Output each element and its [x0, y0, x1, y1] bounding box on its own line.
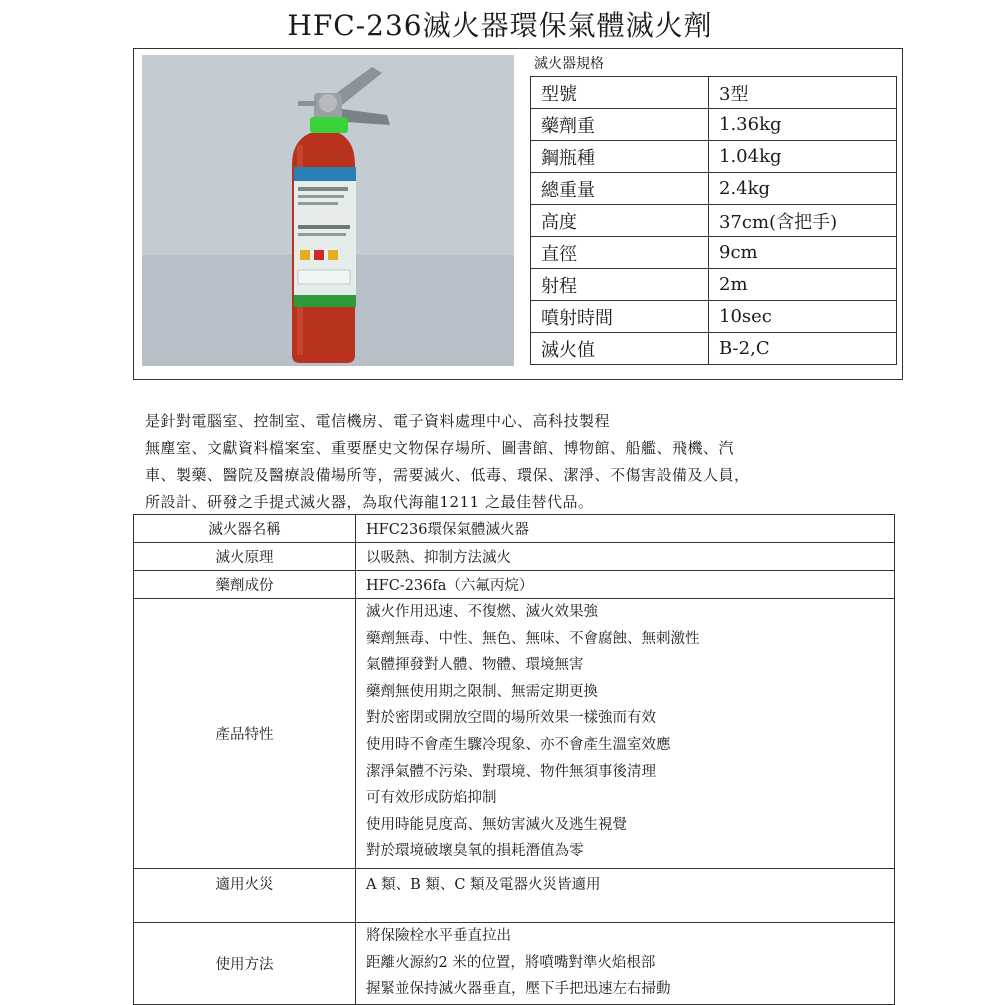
fire-value: A 類、B 類、C 類及電器火災皆適用	[356, 869, 895, 923]
spec-value: B-2,C	[709, 333, 897, 365]
feature-item: 使用時能見度高、無妨害滅火及逃生視覺	[366, 816, 627, 833]
spec-value: 37cm(含把手)	[709, 205, 897, 237]
spec-value: 2.4kg	[709, 173, 897, 205]
intro-line: 所設計、研發之手提式滅火器，為取代海龍1211 之最佳替代品。	[145, 493, 594, 511]
name-label: 滅火器名稱	[134, 515, 356, 543]
agent-value: HFC-236fa（六氟丙烷）	[356, 571, 895, 599]
feature-item: 可有效形成防焰抑制	[366, 790, 497, 807]
usage-step: 握緊並保持滅火器垂直，壓下手把迅速左右掃動	[366, 981, 671, 998]
spec-key: 高度	[531, 205, 709, 237]
table-row	[531, 173, 897, 205]
table-row	[134, 515, 895, 543]
usage-list	[356, 923, 895, 1005]
table-row	[531, 301, 897, 333]
product-table	[133, 514, 895, 1005]
spec-key: 噴射時間	[531, 301, 709, 333]
table-row	[134, 599, 895, 869]
spec-key: 射程	[531, 269, 709, 301]
spec-value: 9cm	[709, 237, 897, 269]
spec-table	[530, 76, 897, 365]
features-list	[356, 599, 895, 869]
table-row	[531, 205, 897, 237]
table-row	[134, 923, 895, 1005]
agent-label: 藥劑成份	[134, 571, 356, 599]
table-row	[531, 141, 897, 173]
spec-value: 1.04kg	[709, 141, 897, 173]
intro-line: 是針對電腦室、控制室、電信機房、電子資料處理中心、高科技製程	[145, 412, 611, 430]
fire-label: 適用火災	[134, 869, 356, 923]
spec-key: 藥劑重	[531, 109, 709, 141]
spec-key: 直徑	[531, 237, 709, 269]
feature-item: 使用時不會產生驟冷現象、亦不會產生溫室效應	[366, 736, 671, 753]
spec-value: 2m	[709, 269, 897, 301]
table-row	[134, 869, 895, 923]
feature-item: 氣體揮發對人體、物體、環境無害	[366, 657, 584, 674]
principle-value: 以吸熱、抑制方法滅火	[356, 543, 895, 571]
principle-label: 滅火原理	[134, 543, 356, 571]
feature-item: 藥劑無使用期之限制、無需定期更換	[366, 683, 598, 700]
name-value: HFC236環保氣體滅火器	[356, 515, 895, 543]
usage-step: 將保險栓水平垂直拉出	[366, 928, 511, 944]
spec-value: 10sec	[709, 301, 897, 333]
intro-line: 車、製藥、醫院及醫療設備場所等，需要滅火、低毒、環保、潔淨、不傷害設備及人員，	[145, 466, 750, 484]
spec-caption: 滅火器規格	[534, 56, 604, 72]
feature-item: 滅火作用迅速、不復燃、滅火效果強	[366, 604, 598, 620]
spec-key: 鋼瓶種	[531, 141, 709, 173]
fire-extinguisher-image	[142, 55, 514, 366]
table-row	[531, 77, 897, 109]
table-row	[531, 269, 897, 301]
table-row	[531, 333, 897, 365]
table-row	[531, 237, 897, 269]
table-row	[134, 571, 895, 599]
spec-value: 1.36kg	[709, 109, 897, 141]
intro-line: 無塵室、文獻資料檔案室、重要歷史文物保存場所、圖書館、博物館、船艦、飛機、汽	[145, 439, 735, 457]
spec-value: 3型	[709, 77, 897, 109]
intro-paragraph	[145, 408, 905, 516]
features-label: 產品特性	[134, 599, 356, 869]
table-row	[531, 109, 897, 141]
feature-item: 對於環境破壞臭氧的損耗潛值為零	[366, 843, 584, 860]
usage-label: 使用方法	[134, 923, 356, 1005]
table-row	[134, 543, 895, 571]
page-title: HFC-236滅火器環保氣體滅火劑	[287, 9, 713, 42]
spec-key: 滅火值	[531, 333, 709, 365]
spec-key: 型號	[531, 77, 709, 109]
feature-item: 對於密閉或開放空間的場所效果一樣強而有效	[366, 710, 656, 727]
feature-item: 潔淨氣體不污染、對環境、物件無須事後清理	[366, 763, 656, 780]
extinguisher-photo	[142, 55, 514, 366]
feature-item: 藥劑無毒、中性、無色、無味、不會腐蝕、無刺激性	[366, 630, 700, 647]
usage-step: 距離火源約2 米的位置，將噴嘴對準火焰根部	[366, 954, 656, 971]
spec-key: 總重量	[531, 173, 709, 205]
